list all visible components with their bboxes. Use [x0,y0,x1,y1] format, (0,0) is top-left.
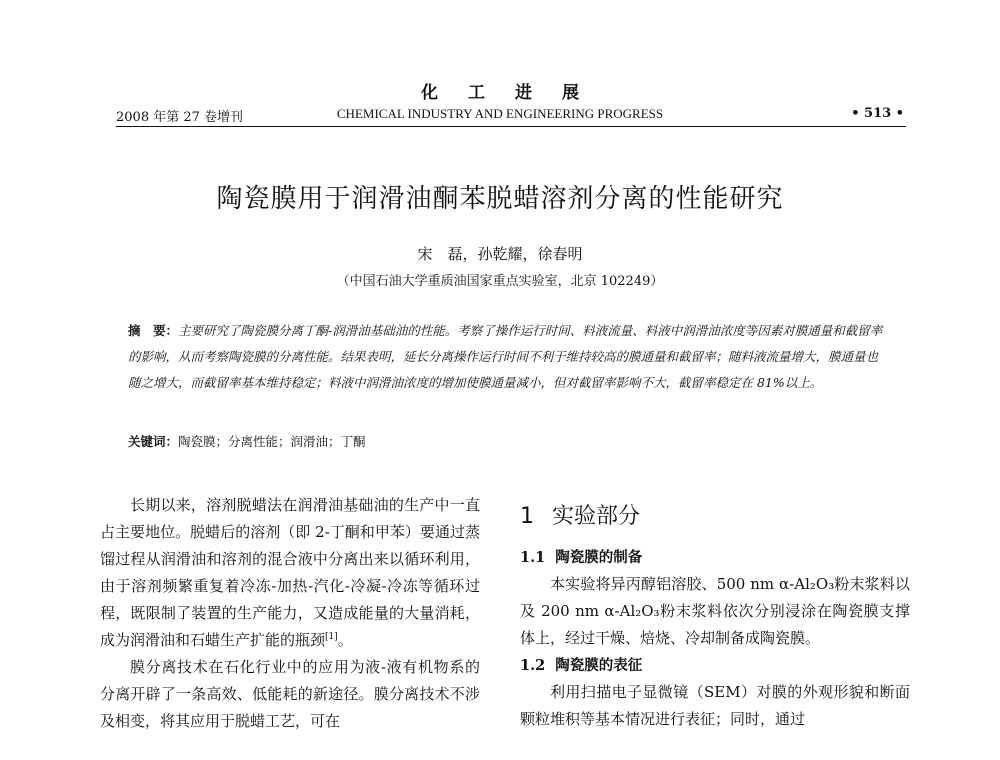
journal-name-en: CHEMICAL INDUSTRY AND ENGINEERING PROGRESS [336,106,664,121]
subsection-text-1: 本实验将异丙醇铝溶胶、500 nm α-Al₂O₃粉末浆料以及 200 nm α-Al₂O₃粉末浆料依次分别浸涂在陶瓷膜支撑体上，经过干燥、焙烧、冷却制备成陶瓷膜。 [520,575,910,647]
subsection-heading-2 [520,652,910,679]
intro-paragraph-1 [100,492,480,654]
subsection-text-2: 利用扫描电子显微镜（SEM）对膜的外观形貌和断面颗粒堆积等基本情况进行表征；同时，通过 [520,683,910,728]
right-column [520,492,910,733]
abstract-text: 主要研究了陶瓷膜分离丁酮-润滑油基础油的性能。考察了操作运行时间、料液流量、料液中润滑油浓度等因素对膜通量和截留率的影响，从而考察陶瓷膜的分离性能。结果表明，延长分离操作运行时间不利于维持较高的膜通量和截留率；随料液流量增大，膜通量也随之增大，而截留率基本维持稳定；料液中润滑油浓度的增加使膜通量减小，但对截留率影响不大，截留率稳定在 81%以上。 [128,323,883,390]
keywords [128,432,888,450]
keywords-label: 关键词： [128,434,179,449]
left-column [100,492,480,735]
article-title: 陶瓷膜用于润滑油酮苯脱蜡溶剂分离的性能研究 [216,184,784,214]
article-authors: 宋 磊，孙乾耀，徐春明 [417,245,583,263]
intro-paragraph-2: 膜分离技术在石化行业中的应用为液-液有机物系的分离开辟了一条高效、低能耗的新途径。膜分离技术不涉及相变，将其应用于脱蜡工艺，可在 [100,658,480,730]
page-number: • 513 • [851,106,904,121]
issue-info: 2008 年第 27 卷增刊 [116,110,244,125]
author-affiliation: （中国石油大学重质油国家重点实验室，北京 102249） [336,274,664,289]
subsection-number-2: 1.2 [520,657,546,674]
section-heading [520,500,910,534]
subsection-title-2: 陶瓷膜的表征 [555,657,643,674]
subsection-title-1: 陶瓷膜的制备 [555,549,643,566]
subsection-number-1: 1.1 [520,549,546,566]
intro-paragraph-1-end: 。 [337,631,353,649]
keywords-text: 陶瓷膜；分离性能；润滑油；丁酮 [178,434,366,449]
journal-name-cn: 化工进展 [421,83,609,103]
reference-marker: [1] [325,632,338,642]
section-number: 1 [520,504,534,529]
section-title: 实验部分 [552,504,641,529]
intro-paragraph-1-text: 长期以来，溶剂脱蜡法在润滑油基础油的生产中一直占主要地位。脱蜡后的溶剂（即 2-丁酮和甲苯）要通过蒸馏过程从润滑油和溶剂的混合液中分离出来以循环利用，由于溶剂频繁重复着冷冻-加热-汽化-冷凝-冷冻等循环过程，既限制了装置的生产能力，又造成能量的大量消耗，成为润滑油和石蜡生产扩能的瓶颈 [100,496,480,649]
subsection-heading-1 [520,544,910,571]
header-rule [116,126,906,127]
abstract-label: 摘 要： [128,323,179,338]
abstract [128,318,888,396]
